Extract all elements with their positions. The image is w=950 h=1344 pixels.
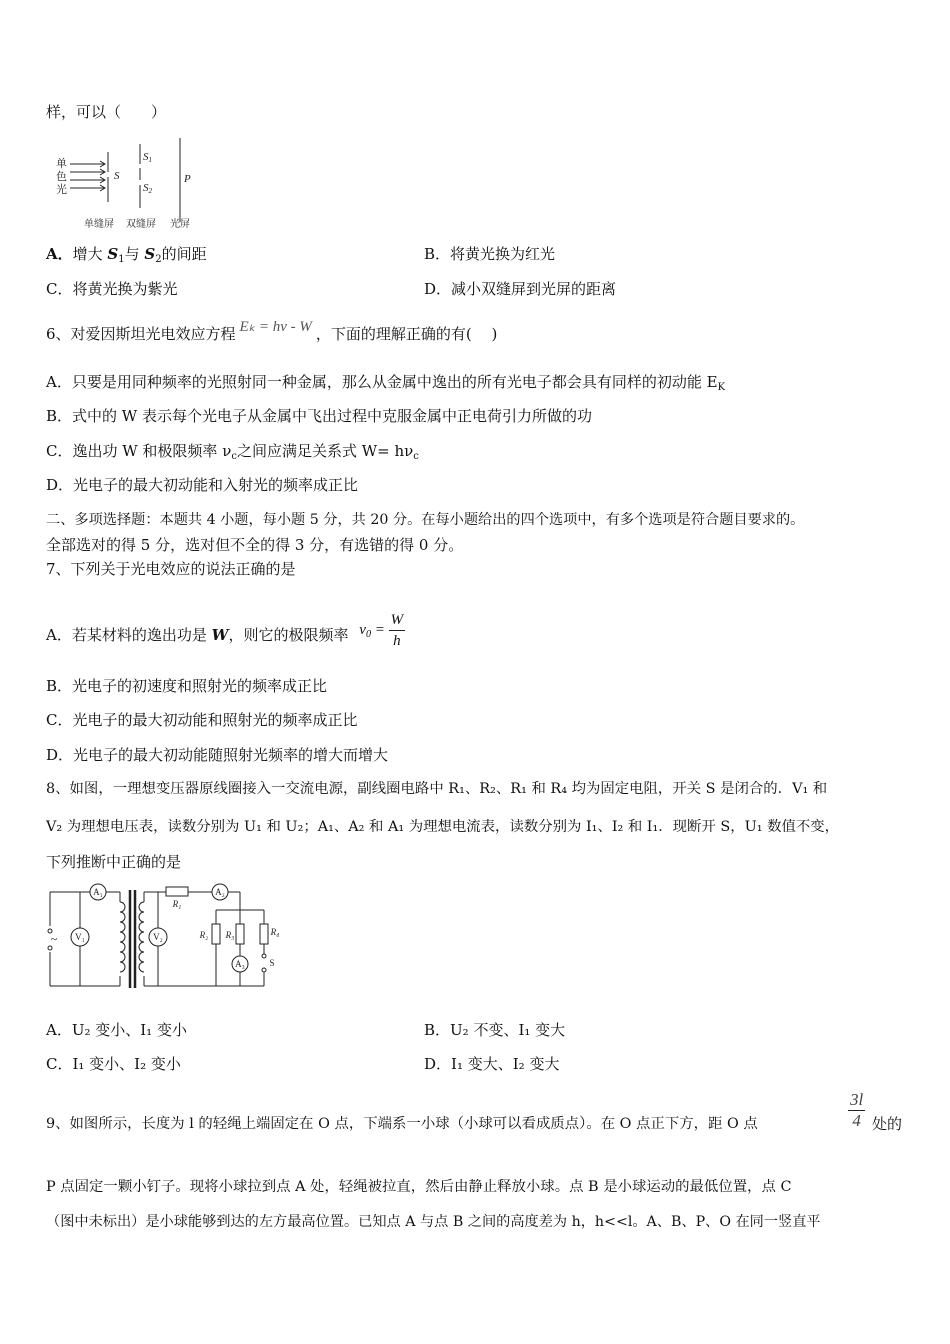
light-label-3: 光 — [56, 183, 67, 196]
q8-line3: 下列推断中正确的是 — [46, 853, 182, 871]
q9-line1: 9、如图所示，长度为 l 的轻绳上端固定在 O 点，下端系一小球（小球可以看成质点）。在 O 点正下方，距 O 点 — [46, 1116, 758, 1132]
switch-s: S — [269, 958, 275, 968]
resistor-r4: R₄ — [270, 927, 280, 937]
ac-source-icon: ~ — [50, 932, 58, 946]
s-label: S — [114, 170, 120, 182]
s1-label: S1 — [143, 151, 152, 164]
p-label: P — [184, 173, 191, 185]
q9-fraction: $\frac{3l}{4}$ — [850, 1090, 864, 1130]
q7-stem: 7、下列关于光电效应的说法正确的是 — [46, 560, 296, 578]
section2-line1: 二、多项选择题：本题共 4 小题，每小题 5 分，共 20 分。在每小题给出的四个选项中，有多个选项是符合题目要求的。 — [46, 512, 805, 528]
s2-label: S2 — [143, 182, 152, 195]
q8-line2: V₂ 为理想电压表，读数分别为 U₁ 和 U₂；A₁、A₂ 和 A₁ 为理想电流表，读数分别为 I₁、I₂ 和 I₁．现断开 S，U₁ 数值不变， — [46, 819, 840, 835]
transformer-circuit — [44, 882, 286, 992]
section2-line2: 全部选对的得 5 分，选对但不全的得 3 分，有选错的得 0 分。 — [46, 536, 464, 554]
q5-option-b: B．将黄光换为红光 — [424, 245, 556, 263]
light-label-1: 单 — [56, 157, 67, 170]
ammeter-a3: A₃ — [235, 959, 245, 969]
q7-option-b: B．光电子的初速度和照射光的频率成正比 — [46, 677, 328, 695]
q8-option-c: C．I₁ 变小、I₂ 变小 D．I₁ 变大、I₂ 变大 — [46, 1055, 560, 1073]
double-slit-figure — [50, 134, 210, 232]
cap-single-slit: 单缝屏 — [84, 219, 114, 230]
q7-option-c: C．光电子的最大初动能和照射光的频率成正比 — [46, 711, 358, 729]
q9-line3: （图中未标出）是小球能够到达的左方最高位置。已知点 A 与点 B 之间的高度差为 h，h<<l。A、B、P、O 在同一竖直平 — [46, 1214, 821, 1230]
q8-line1: 8、如图，一理想变压器原线圈接入一交流电源，副线圈电路中 R₁、R₂、R₁ 和 R₄ 均为固定电阻，开关 S 是闭合的．V₁ 和 — [46, 781, 828, 797]
q5-stem-tail: 样，可以（ ） — [46, 103, 167, 121]
ammeter-a1: A₁ — [93, 887, 103, 897]
resistor-r3: R₃ — [225, 930, 235, 940]
light-label-2: 色 — [56, 170, 67, 183]
voltmeter-v1: V₁ — [75, 932, 85, 942]
q8-option-b: B．U₂ 不变、I₁ 变大 — [424, 1021, 566, 1039]
q8-option-a: A．U₂ 变小、I₁ 变小 B．U₂ 不变、I₁ 变大 — [46, 1021, 566, 1039]
resistor-r1: R₁ — [172, 899, 182, 909]
cap-double-slit: 双缝屏 — [126, 219, 156, 230]
q5-option-a: A．增大 $S_1$与 $S_2$的间距 B．将黄光换为红光 — [46, 245, 556, 265]
voltmeter-v2: V₂ — [153, 932, 163, 942]
cap-screen: 光屏 — [170, 219, 190, 230]
q7-option-d: D．光电子的最大初动能随照射光频率的增大而增大 — [46, 746, 389, 764]
q5-option-d: D．减小双缝屏到光屏的距离 — [424, 280, 617, 298]
threshold-formula: $\nu_0$ = $\frac{W}{h}$ — [359, 612, 404, 649]
ammeter-a2: A₂ — [215, 887, 225, 897]
resistor-r2: R₂ — [199, 930, 209, 940]
q9-line2: P 点固定一颗小钉子。现将小球拉到点 A 处，轻绳被拉直，然后由静止释放小球。点 B 是小球运动的最低位置，点 C — [46, 1179, 792, 1195]
q6-option-b: B．式中的 W 表示每个光电子从金属中飞出过程中克服金属中正电荷引力所做的功 — [46, 407, 592, 425]
q6-option-d: D．光电子的最大初动能和入射光的频率成正比 — [46, 476, 359, 494]
q9-line1-tail: 处的 — [872, 1115, 903, 1133]
q8-option-d: D．I₁ 变大、I₂ 变大 — [424, 1055, 560, 1073]
q6-option-c: C．逸出功 W 和极限频率 $\nu_c$之间应满足关系式 $W= h\nu_c$ — [46, 442, 419, 462]
q6-stem: 6、对爱因斯坦光电效应方程 Eₖ = hν - W ，下面的理解正确的有( ) — [46, 319, 498, 343]
einstein-formula: Eₖ = hν - W — [239, 319, 312, 335]
q7-option-a: A．若某材料的逸出功是 W，则它的极限频率 $\nu_0$ = $\frac{W}{h}$ — [46, 612, 404, 649]
q6-option-a: A．只要是用同种频率的光照射同一种金属，那么从金属中逸出的所有光电子都会具有同样的初动能 $E_K$ — [46, 373, 726, 393]
q5-option-c: C．将黄光换为紫光 D．减小双缝屏到光屏的距离 — [46, 280, 617, 298]
